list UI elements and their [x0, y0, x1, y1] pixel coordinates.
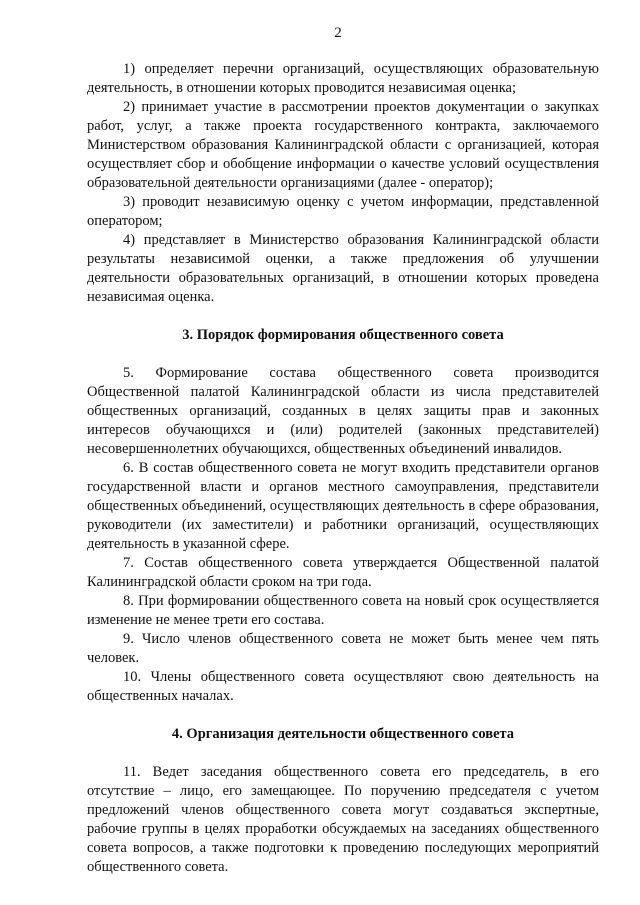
list-item: 1) определяет перечни организаций, осуществляющих образовательную деятельность, в отношении которых проводится независимая оценка;	[87, 61, 599, 96]
paragraph: 10. Члены общественного совета осуществляют свою деятельность на общественных началах.	[87, 669, 599, 704]
document-page	[87, 24, 599, 877]
spacer	[87, 307, 599, 326]
paragraph: 8. При формировании общественного совета на новый срок осуществляется изменение не менее трети его состава.	[87, 593, 599, 628]
spacer	[87, 706, 599, 725]
section-4-title: 4. Организация деятельности общественного совета	[171, 726, 515, 742]
section-4-body	[87, 763, 599, 877]
list-item: 3) проводит независимую оценку с учетом информации, представленной оператором;	[87, 194, 599, 229]
paragraph: 5. Формирование состава общественного совета производится Общественной палатой Калининградской области из числа представителей общественных организаций, созданных в целях защиты прав и законных интересов обучающихся и (или) родителей (законных представителей) несовершеннолетних обучающихся, общественных объединений инвалидов.	[87, 365, 599, 457]
spacer	[87, 345, 599, 364]
paragraph: 9. Число членов общественного совета не может быть менее чем пять человек.	[87, 631, 599, 666]
section-2-list	[87, 60, 599, 307]
paragraph: 7. Состав общественного совета утверждается Общественной палатой Калининградской области сроком на три года.	[87, 555, 599, 590]
paragraph: 6. В состав общественного совета не могут входить представители органов государственной власти и органов местного самоуправления, представители общественных объединений, осуществляющих деятельность в сфере образования, руководители (их заместители) и работники организаций, осуществляющих деятельность в указанной сфере.	[87, 460, 599, 552]
spacer	[87, 744, 599, 763]
section-3-title: 3. Порядок формирования общественного совета	[182, 327, 504, 343]
page-number: 2	[334, 25, 342, 41]
paragraph: 11. Ведет заседания общественного совета его председатель, в его отсутствие – лицо, его замещающее. По поручению председателя с учетом предложений членов общественного совета могут создаваться экспертные, рабочие группы в целях проработки обсуждаемых на заседаниях общественного совета вопросов, а также подготовки к проведению последующих мероприятий общественного совета.	[87, 764, 599, 875]
list-item: 2) принимает участие в рассмотрении проектов документации о закупках работ, услуг, а также проекта государственного контракта, заключаемого Министерством образования Калининградской области с организацией, которая осуществляет сбор и обобщение информации о качестве условий осуществления образовательной деятельности организациями (далее - оператор);	[87, 99, 599, 191]
section-3-body	[87, 364, 599, 706]
list-item: 4) представляет в Министерство образования Калининградской области результаты независимой оценки, а также предложения об улучшении деятельности образовательных организаций, в отношении которых проведена независимая оценка.	[87, 232, 599, 305]
